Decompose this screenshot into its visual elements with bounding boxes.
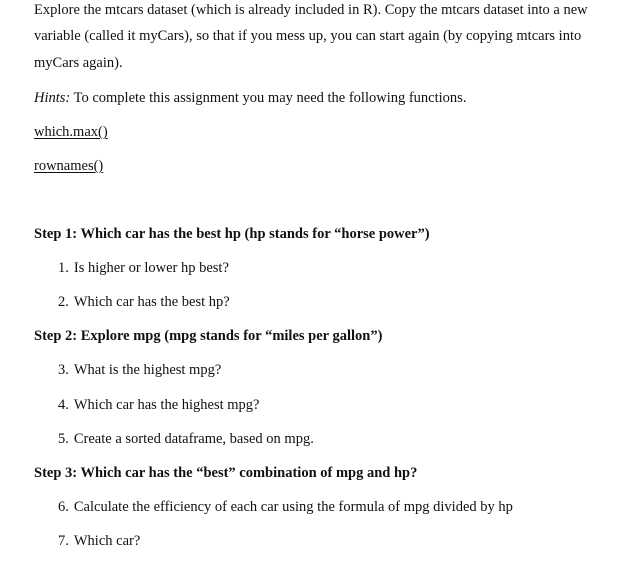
step-1-heading: Step 1: Which car has the best hp (hp stands for “horse power”) (34, 226, 430, 242)
item-number: 4. (58, 397, 69, 413)
item-text: Which car has the best hp? (73, 294, 230, 310)
list-item (58, 498, 513, 516)
function-rownames[interactable] (34, 157, 103, 175)
function-link[interactable]: rownames() (34, 158, 104, 174)
hints-text: To complete this assignment you may need the following functions. (70, 90, 467, 106)
intro-line-1: Explore the mtcars dataset (which is already included in R). Copy the mtcars dataset into a new (34, 2, 588, 18)
item-number: 3. (58, 362, 69, 378)
list-item (58, 259, 229, 277)
list-item (58, 361, 221, 379)
step-2-heading: Step 2: Explore mpg (mpg stands for “miles per gallon”) (34, 328, 383, 344)
item-number: 6. (58, 499, 69, 515)
intro-line-2: variable (called it myCars), so that if you mess up, you can start again (by copying mtcars into (34, 28, 582, 44)
item-text: Which car? (73, 533, 141, 549)
item-text: Which car has the highest mpg? (73, 397, 260, 413)
item-text: Calculate the efficiency of each car using the formula of mpg divided by hp (73, 499, 513, 515)
list-item (58, 396, 260, 414)
function-which-max[interactable] (34, 123, 108, 141)
hints-paragraph (34, 89, 466, 107)
item-text: Is higher or lower hp best? (73, 260, 229, 276)
item-number: 5. (58, 431, 69, 447)
step-3-heading: Step 3: Which car has the “best” combination of mpg and hp? (34, 465, 418, 481)
item-number: 2. (58, 294, 69, 310)
list-item (58, 293, 230, 311)
item-number: 7. (58, 533, 69, 549)
item-text: What is the highest mpg? (73, 362, 222, 378)
item-text: Create a sorted dataframe, based on mpg. (73, 431, 314, 447)
item-number: 1. (58, 260, 69, 276)
function-link[interactable]: which.max() (34, 124, 108, 140)
hints-label: Hints: (34, 90, 71, 106)
list-item (58, 430, 314, 448)
intro-line-3: myCars again). (34, 55, 123, 71)
list-item (58, 532, 140, 550)
